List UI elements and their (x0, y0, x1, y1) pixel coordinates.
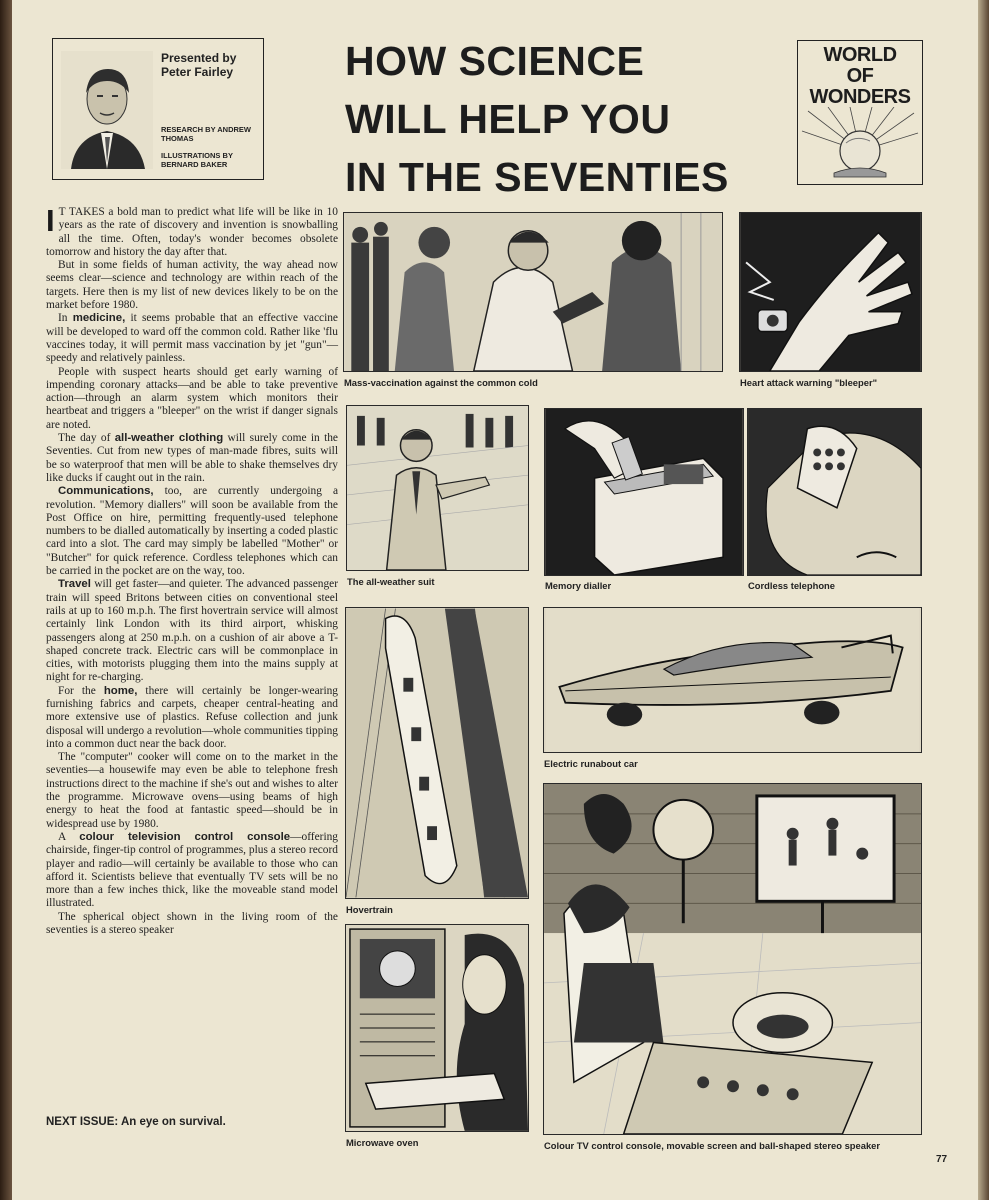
paragraph-text: The day of (58, 432, 115, 445)
paragraph-text: The spherical object shown in the living room of the seventies is a stereo speaker (46, 910, 338, 937)
illustrations-credit: ILLUSTRATIONS BY BERNARD BAKER (161, 151, 233, 169)
article-paragraph (46, 485, 338, 578)
suit-image (347, 406, 528, 570)
illustration-bleeper (739, 212, 922, 372)
next-issue-label: NEXT ISSUE: (46, 1116, 119, 1128)
article-paragraph (46, 911, 338, 938)
paragraph-text: there will certainly be longer-wearing furnishing fabrics and carpets, cheaper central-heating and more extensive use of plastics. Refuse collection and junk disposal will undergo a revolution—whole communities tipping into a common duct near the back door. (46, 684, 339, 750)
car-image (544, 608, 921, 752)
magazine-page (12, 0, 978, 1200)
keyword: Travel (58, 578, 91, 591)
paragraph-text: People with suspect hearts should get early warning of impending coronary attacks—and be able to take preventive action—through an alarm system which monitors their heartbeat and triggers a "bleeper" on the wrist if danger signals are noted. (46, 365, 338, 431)
paragraph-text: will surely come in the Seventies. Cut from new types of man-made fibres, suits will be so waterproof that men will be able to shake themselves dry like ducks if caught out in the rain. (46, 432, 338, 484)
page-number: 77 (936, 1154, 948, 1165)
article-paragraph (46, 685, 338, 751)
headline-line-2: WILL HELP YOU (345, 96, 671, 142)
page-title (345, 32, 790, 206)
caption-cordless: Cordless telephone (748, 580, 835, 591)
dialler-image (545, 409, 743, 575)
paragraph-text: For the (58, 684, 104, 697)
illustration-suit (346, 405, 529, 571)
keyword: all-weather clothing (114, 432, 224, 445)
headline-line-3: IN THE SEVENTIES (345, 154, 729, 200)
vaccination-image (344, 213, 722, 371)
paragraph-text: In (58, 312, 73, 325)
keyword: home, (103, 684, 138, 697)
article-paragraph (46, 312, 338, 365)
illustration-cordless (747, 408, 922, 576)
research-credit: RESEARCH BY ANDREW THOMAS (161, 125, 252, 143)
illustration-car (543, 607, 922, 753)
paragraph-text: too, are currently undergoing a revolution. "Memory diallers" will soon be available from the Post Office on hire, permitting frequently-used telephone numbers to be dialled automatically by inserting a coded plastic card into a slot. The card may simply be labelled "Mother" or "Butcher" for quick reference. Cordless telephones which can be carried in the pocket are on the way, too. (46, 485, 338, 578)
hovertrain-image (346, 608, 528, 898)
keyword: colour television control console (79, 830, 291, 843)
article-paragraph (46, 578, 338, 684)
paragraph-text: A (58, 830, 80, 843)
paragraph-text: it seems probable that an effective vaccine will be developed to ward off the common cold. Rather like 'flu vaccines today, it will permit mass vaccination by jet "gun"—speedy and relatively painless. (46, 312, 338, 365)
credit-box (52, 38, 264, 180)
globe-icon (798, 107, 922, 183)
drop-cap: I (46, 203, 55, 238)
paragraph-text: will get faster—and quieter. The advanced passenger train will speed Britons between cities on conventional steel rails at up to 160 m.p.h. The first hovertrain service will almost certainly link London with its third airport, whisking passengers along at 250 m.p.h. on a cushion of air above a T-shaped concrete track. Electric cars will be commonplace in cities, with motorists plugging them into the mains supply at night for re-charging. (46, 578, 338, 684)
next-issue (46, 1116, 336, 1128)
world-of-wonders-badge (797, 40, 923, 185)
badge-line-3: WONDERS (809, 86, 911, 108)
illustration-console (543, 783, 922, 1135)
paragraph-text: But in some fields of human activity, the way ahead now seems clear—science and technology are within reach of the targets. Here then is my list of new devices likely to be on the market before 1980. (46, 259, 338, 312)
article-body (46, 203, 339, 937)
bleeper-image (740, 213, 921, 371)
illustration-vaccination (343, 212, 723, 372)
caption-console: Colour TV control console, movable screen and ball-shaped stereo speaker (544, 1140, 881, 1151)
illustration-hovertrain (345, 607, 529, 899)
article-paragraph (46, 751, 338, 831)
cordless-image (748, 409, 921, 575)
author-portrait (61, 51, 153, 169)
caption-microwave: Microwave oven (346, 1137, 419, 1148)
page-edge-right (978, 0, 989, 1200)
keyword: Communications, (58, 485, 154, 498)
page-edge-left (0, 0, 12, 1200)
article-paragraph (46, 203, 338, 259)
article-paragraph (46, 432, 338, 485)
caption-car: Electric runabout car (544, 758, 638, 769)
badge-title (798, 45, 922, 108)
presented-by: Presented by Peter Fairley (161, 51, 237, 79)
badge-line-1: WORLD (823, 44, 897, 66)
paragraph-text: The "computer" cooker will come on to the market in the seventies—a housewife may even be able to telephone fresh instructions direct to the machine if she's out and wishes to alter the programme. Microwave ovens—using beams of high energy to heat the food at fantastic speed—should be in widespread use by 1980. (46, 751, 338, 830)
illustration-dialler (544, 408, 744, 576)
microwave-image (346, 925, 528, 1131)
headline-line-1: HOW SCIENCE (345, 38, 645, 84)
caption-dialler: Memory dialler (545, 580, 612, 591)
caption-hovertrain: Hovertrain (346, 904, 393, 915)
article-paragraph (46, 831, 338, 911)
article-paragraph (46, 259, 338, 312)
article-paragraph (46, 366, 338, 432)
caption-bleeper: Heart attack warning "bleeper" (740, 377, 878, 388)
paragraph-text: —offering chairside, finger-tip control of programmes, plus a stereo record player and radio—will certainly be available to those who can afford it. Scientists believe that eventually TV sets will be no more than a few inches thick, like the moveable stand model illustrated. (46, 830, 338, 910)
illustration-microwave (345, 924, 529, 1132)
next-issue-text: An eye on survival. (118, 1116, 226, 1128)
keyword: medicine, (72, 312, 126, 325)
paragraph-text: T TAKES a bold man to predict what life will be like in 10 years as the rate of discovery and invention is snowballing all the time. Often, today's wonder becomes obsolete tomorrow and history the day after that. (46, 206, 338, 258)
console-image (544, 784, 921, 1134)
caption-vaccination: Mass-vaccination against the common cold (344, 377, 538, 388)
caption-suit: The all-weather suit (347, 576, 435, 587)
badge-line-2: OF (846, 65, 874, 87)
